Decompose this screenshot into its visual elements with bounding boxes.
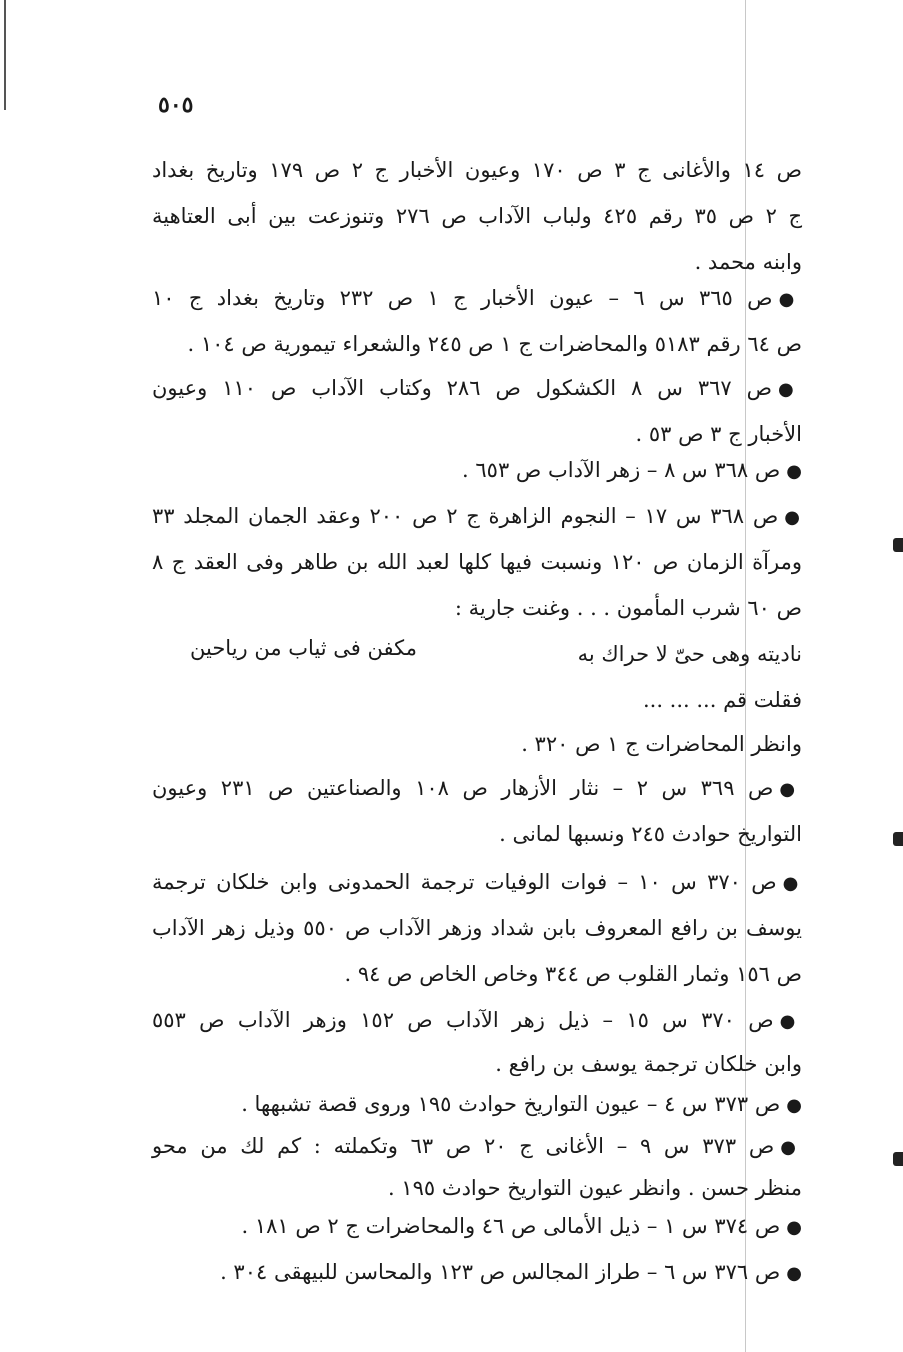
note-text-line: [152, 678, 802, 722]
bullet-icon: ●: [779, 779, 802, 800]
verse-first-hemistich: ناديته وهى حىّ لا حراك به: [577, 642, 802, 666]
line-text: ص ٣٧٠ س ١٠ – فوات الوفيات ترجمة الحمدونى وابن خلكان ترجمة: [152, 870, 777, 894]
line-text: ص ٣٧٠ س ١٥ – ذيل زهر الآداب ص ١٥٢ وزهر الآداب ص ٥٥٣: [152, 1008, 774, 1032]
line-text: ص ٣٧٦ س ٦ – طراز المجالس ص ١٢٣ والمحاسن للبيهقى ٣٠٤ .: [220, 1260, 781, 1284]
note-entry-line: [152, 1204, 802, 1248]
bullet-icon: ●: [778, 379, 802, 400]
bullet-icon: ●: [782, 873, 802, 894]
line-text: التواريخ حوادث ٢٤٥ ونسبها لمانى .: [499, 822, 802, 846]
bullet-icon: ●: [786, 1217, 802, 1238]
bullet-icon: ●: [779, 1011, 802, 1032]
note-text-line: [152, 194, 802, 238]
note-text-line: [152, 540, 802, 584]
line-text: ص ١٤ والأغانى ج ٣ ص ١٧٠ وعيون الأخبار ج ٢ ص ١٧٩ وتاريخ بغداد: [152, 158, 802, 182]
line-text: ص ٣٦٧ س ٨ الكشكول ص ٢٨٦ وكتاب الآداب ص ١١٠ وعيون: [152, 376, 772, 400]
line-text: ص ١٥٦ وثمار القلوب ص ٣٤٤ وخاص الخاص ص ٩٤ .: [344, 962, 802, 986]
bullet-icon: ●: [786, 1263, 802, 1284]
note-entry-line: [152, 494, 802, 538]
line-text: ج ٢ ص ٣٥ رقم ٤٢٥ ولباب الآداب ص ٢٧٦ وتنوزعت بين أبى العتاهية: [152, 204, 802, 228]
line-text: وابنه محمد .: [694, 250, 802, 274]
note-text-line: [152, 812, 802, 856]
note-entry-line: [152, 998, 802, 1042]
bullet-icon: ●: [784, 507, 802, 528]
line-text: ص ٣٦٨ س ٨ – زهر الآداب ص ٦٥٣ .: [462, 458, 781, 482]
note-entry-line: [152, 860, 802, 904]
note-entry-line: [152, 1082, 802, 1126]
line-text: ص ٣٦٥ س ٦ – عيون الأخبار ج ١ ص ٢٣٢ وتاريخ بغداد ج ١٠: [152, 286, 773, 310]
line-text: ص ٣٦٨ س ١٧ – النجوم الزاهرة ج ٢ ص ٢٠٠ وعقد الجمان المجلد ٣٣: [152, 504, 779, 528]
line-text: ص ٦٠ شرب المأمون . . . وغنت جارية :: [454, 596, 802, 620]
page-edge-line: [4, 0, 6, 110]
note-entry-line: [152, 448, 802, 492]
line-text: فقلت قم ... ... ...: [642, 688, 802, 712]
line-text: الأخبار ج ٣ ص ٥٣ .: [635, 422, 802, 446]
line-text: ص ٣٧٣ س ٩ – الأغانى ج ٢٠ ص ٦٣ وتكملته : كم لك من محو: [152, 1134, 775, 1158]
line-text: ص ٣٧٤ س ١ – ذيل الأمالى ص ٤٦ والمحاضرات ج ٢ ص ١٨١ .: [241, 1214, 781, 1238]
line-text: يوسف بن رافع المعروف بابن شداد وزهر الآداب ص ٥٥٠ وذيل زهر الآداب: [152, 916, 802, 940]
line-text: ص ٦٤ رقم ٥١٨٣ والمحاضرات ج ١ ص ٢٤٥ والشعراء تيمورية ص ١٠٤ .: [187, 332, 802, 356]
note-entry-line: [152, 276, 802, 320]
page-number: ٥٠٥: [158, 92, 194, 118]
note-text-line: [152, 586, 802, 630]
scan-edge-mark: [893, 832, 903, 846]
note-entry-line: [152, 766, 802, 810]
note-entry-line: [152, 366, 802, 410]
note-text-line: [152, 906, 802, 950]
scan-edge-mark: [893, 1152, 903, 1166]
bullet-icon: ●: [786, 461, 802, 482]
line-text: وانظر المحاضرات ج ١ ص ٣٢٠ .: [521, 732, 802, 756]
note-entry-line: [152, 1124, 802, 1168]
scan-edge-mark: [893, 538, 903, 552]
line-text: منظر حسن . وانظر عيون التواريخ حوادث ١٩٥ .: [387, 1176, 802, 1200]
line-text: ص ٣٦٩ س ٢ – نثار الأزهار ص ١٠٨ والصناعتين ص ٢٣١ وعيون: [152, 776, 774, 800]
line-text: ص ٣٧٣ س ٤ – عيون التواريخ حوادث ١٩٥ وروى قصة تشبهها .: [241, 1092, 781, 1116]
note-entry-line: [152, 1250, 802, 1294]
note-text-line: [152, 148, 802, 192]
verse-second-hemistich: مكفن فى ثياب من رياحين: [190, 636, 417, 660]
note-text-line: [152, 1042, 802, 1086]
bullet-icon: ●: [778, 289, 802, 310]
note-text-line: [152, 722, 802, 766]
line-text: ومرآة الزمان ص ١٢٠ ونسبت فيها كلها لعبد الله بن طاهر وفى العقد ج ٨: [152, 550, 802, 574]
bullet-icon: ●: [780, 1137, 802, 1158]
line-text: وابن خلكان ترجمة يوسف بن رافع .: [495, 1052, 802, 1076]
bullet-icon: ●: [786, 1095, 802, 1116]
note-text-line: [152, 952, 802, 996]
note-text-line: [152, 322, 802, 366]
